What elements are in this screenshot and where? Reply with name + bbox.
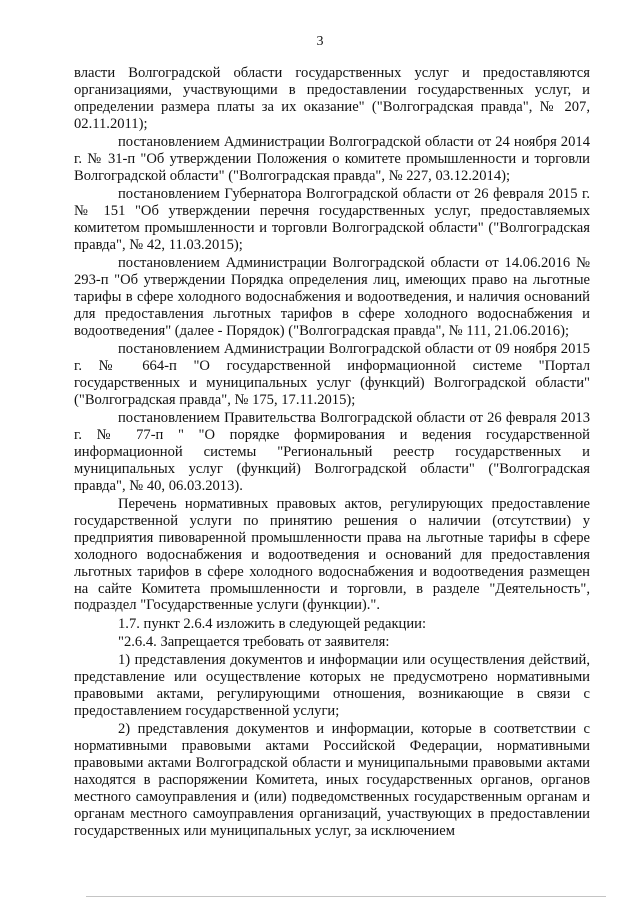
paragraph: "2.6.4. Запрещается требовать от заявителя: <box>118 634 390 651</box>
paragraph: 1) представления документов и информации или осуществления действий, представление или осуществление которых не предусмотрено нормативными правовыми актами, регулирующими отношения, возникающие в связи с предоставлением государственной услуги; <box>74 652 590 720</box>
paragraph: постановлением Администрации Волгоградской области от 24 ноября 2014 г. № 31-п "Об утверждении Положения о комитете промышленности и торговли Волгоградской области" ("Волгоградская правда", № 227, 03.12.2014); <box>74 134 590 184</box>
bottom-rule <box>86 896 606 897</box>
paragraph: 1.7. пункт 2.6.4 изложить в следующей редакции: <box>118 615 427 632</box>
paragraph: 2) представления документов и информации, которые в соответствии с нормативными правовыми актами Российской Федерации, нормативными правовыми актами Волгоградской области и муниципальными правовыми актами находятся в распоряжении Комитета, иных государственных органов, органов местного самоуправления и (или) подведомственных государственным органам и органам местного самоуправления организаций, участвующих в предоставлении государственных или муниципальных услуг, за исключением <box>74 721 590 839</box>
paragraph: постановлением Администрации Волгоградской области от 14.06.2016 № 293-п "Об утверждении Порядка определения лиц, имеющих право на льготные тарифы в сфере холодного водоснабжения и водоотведения, и наличия оснований для предоставления льготных тарифов в сфере холодного водоснабжения и водоотведения" (далее - Порядок) ("Волгоградская правда", № 111, 21.06.2016); <box>74 255 590 339</box>
page-number: 3 <box>316 34 324 49</box>
paragraph: постановлением Правительства Волгоградской области от 26 февраля 2013 г. № 77-п " "О порядке формирования и ведения государственной информационной системы "Региональный реестр государственных и муниципальных услуг (функций) Волгоградской области" ("Волгоградская правда", № 40, 06.03.2013). <box>74 410 590 494</box>
paragraph: власти Волгоградской области государственных услуг и предоставляются организациями, участвующими в предоставлении государственных услуг, и определении размера платы за их оказание" ("Волгоградская правда", № 207, 02.11.2011); <box>74 65 590 132</box>
document-body <box>74 65 590 841</box>
paragraph: постановлением Администрации Волгоградской области от 09 ноября 2015 г. № 664-п "О государственной информационной системе "Портал государственных и муниципальных услуг (функций) Волгоградской области" ("Волгоградская правда", № 175, 17.11.2015); <box>74 341 590 408</box>
paragraph: постановлением Губернатора Волгоградской области от 26 февраля 2015 г. № 151 "Об утверждении перечня государственных услуг, предоставляемых комитетом промышленности и торговли Волгоградской области" ("Волгоградская правда", № 42, 11.03.2015); <box>74 186 590 253</box>
paragraph: Перечень нормативных правовых актов, регулирующих предоставление государственной услуги по принятию решения о наличии (отсутствии) у предприятия пивоваренной промышленности права на льготные тарифы в сфере холодного водоснабжения и водоотведения и оснований для предоставления льготных тарифов в сфере холодного водоснабжения и водоотведения размещен на сайте Комитета промышленности и торговли, в разделе "Деятельность", подраздел "Государственные услуги (функции).". <box>74 496 590 614</box>
